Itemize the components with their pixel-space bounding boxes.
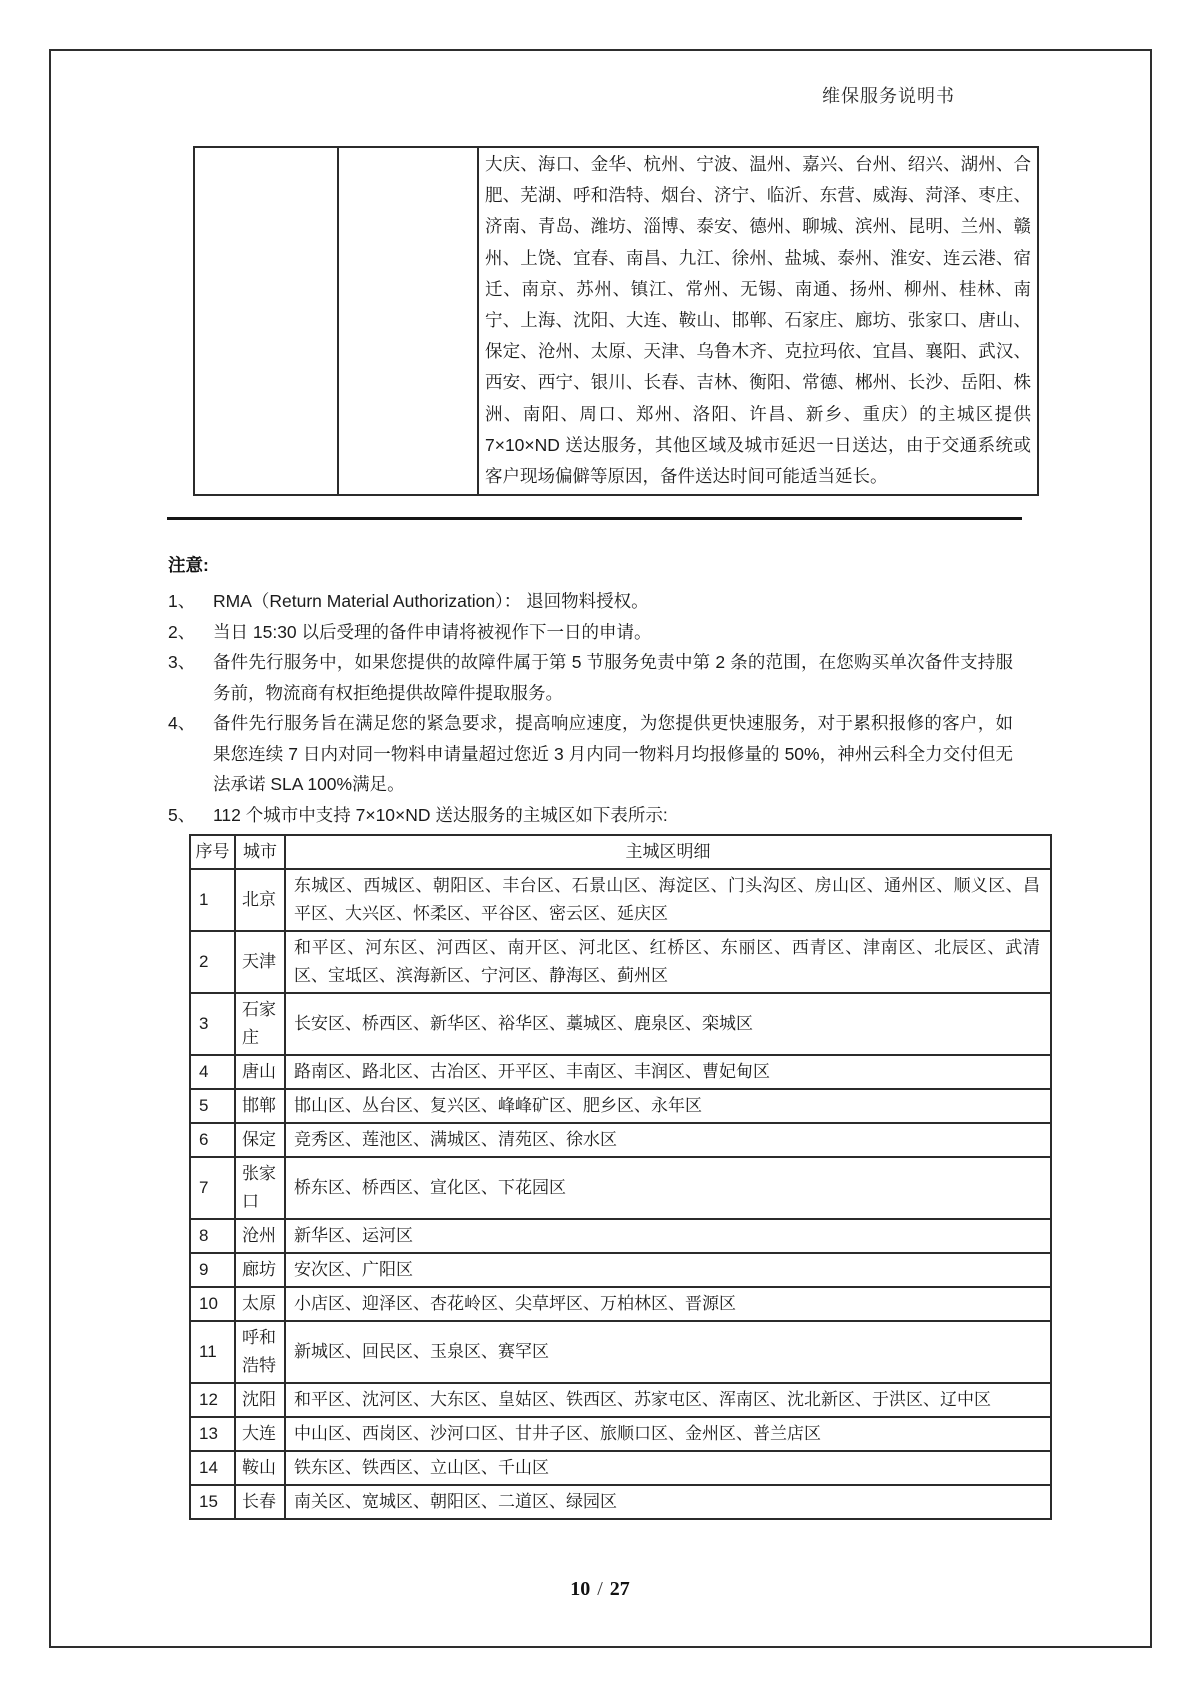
row-city-cell: 石家庄 [235,993,285,1055]
col-header-city: 城市 [235,835,285,869]
row-city-cell: 廊坊 [235,1253,285,1287]
row-city-cell: 鞍山 [235,1451,285,1485]
table-row [190,1253,1051,1287]
row-districts-cell: 邯山区、丛台区、复兴区、峰峰矿区、肥乡区、永年区 [285,1089,1051,1123]
table-row [190,1219,1051,1253]
note-text: RMA（Return Material Authorization）： 退回物料授权。 [213,591,649,612]
row-number-cell: 6 [190,1123,235,1157]
row-number-cell: 4 [190,1055,235,1089]
note-item [168,800,1013,831]
city-table-header [190,835,1051,869]
row-city-cell: 呼和浩特 [235,1321,285,1383]
note-number: 1、 [168,591,196,612]
note-number: 2、 [168,621,196,642]
row-districts-cell: 竞秀区、莲池区、满城区、清苑区、徐水区 [285,1123,1051,1157]
note-item [168,708,1013,800]
row-number-cell: 1 [190,869,235,931]
table-row [190,993,1051,1055]
page-number-separator: / [597,1578,603,1600]
page-number-current: 10 [570,1578,591,1600]
row-number-cell: 12 [190,1383,235,1417]
header-title: 维保服务说明书 [822,86,955,106]
row-districts-cell: 安次区、广阳区 [285,1253,1051,1287]
row-districts-cell: 铁东区、铁西区、立山区、千山区 [285,1451,1051,1485]
note-number: 5、 [168,804,196,825]
table-row [194,147,1038,495]
table-row [190,1089,1051,1123]
note-text: 备件先行服务中，如果您提供的故障件属于第 5 节服务免责中第 2 条的范围，在您购买单次备件支持服务前，物流商有权拒绝提供故障件提取服务。 [213,652,1013,703]
row-number-cell: 9 [190,1253,235,1287]
note-number: 4、 [168,713,196,734]
page-number-total: 27 [609,1578,630,1600]
row-city-cell: 沈阳 [235,1383,285,1417]
note-number: 3、 [168,652,196,673]
row-districts-cell: 桥东区、桥西区、宣化区、下花园区 [285,1157,1051,1219]
row-districts-cell: 长安区、桥西区、新华区、裕华区、藁城区、鹿泉区、栾城区 [285,993,1051,1055]
row-city-cell: 沧州 [235,1219,285,1253]
empty-cell [338,147,478,495]
note-text: 当日 15:30 以后受理的备件申请将被视作下一日的申请。 [213,621,652,642]
table-row [190,869,1051,931]
row-number-cell: 15 [190,1485,235,1519]
page-number [0,1578,1200,1601]
row-number-cell: 10 [190,1287,235,1321]
row-city-cell: 邯郸 [235,1089,285,1123]
row-districts-cell: 和平区、沈河区、大东区、皇姑区、铁西区、苏家屯区、浑南区、沈北新区、于洪区、辽中区 [285,1383,1051,1417]
row-number-cell: 3 [190,993,235,1055]
row-districts-cell: 中山区、西岗区、沙河口区、甘井子区、旅顺口区、金州区、普兰店区 [285,1417,1051,1451]
col-header-index: 序号 [190,835,235,869]
table-row [190,1287,1051,1321]
row-districts-cell: 小店区、迎泽区、杏花岭区、尖草坪区、万柏林区、晋源区 [285,1287,1051,1321]
row-districts-cell: 新华区、运河区 [285,1219,1051,1253]
note-text: 备件先行服务旨在满足您的紧急要求，提高响应速度，为您提供更快速服务，对于累积报修的客户，如果您连续 7 日内对同一物料申请量超过您近 3 月内同一物料月均报修量的 50%，神州云科全力交付但无法承诺 SLA 100%满足。 [213,713,1013,795]
header-row [190,835,1051,869]
row-city-cell: 唐山 [235,1055,285,1089]
delivery-coverage-table [193,146,1039,496]
section-divider-rule [167,517,1022,520]
row-number-cell: 2 [190,931,235,993]
row-city-cell: 天津 [235,931,285,993]
table-row [190,1157,1051,1219]
table-row [190,1123,1051,1157]
city-table-body [190,869,1051,1519]
table-row [190,931,1051,993]
row-city-cell: 大连 [235,1417,285,1451]
note-item [168,586,1013,617]
row-districts-cell: 东城区、西城区、朝阳区、丰台区、石景山区、海淀区、门头沟区、房山区、通州区、顺义区、昌平区、大兴区、怀柔区、平谷区、密云区、延庆区 [285,869,1051,931]
row-city-cell: 太原 [235,1287,285,1321]
row-number-cell: 14 [190,1451,235,1485]
row-number-cell: 13 [190,1417,235,1451]
row-districts-cell: 新城区、回民区、玉泉区、赛罕区 [285,1321,1051,1383]
row-city-cell: 长春 [235,1485,285,1519]
notes-list [168,586,1013,830]
table-row [190,1055,1051,1089]
table-row [190,1383,1051,1417]
table-row [190,1451,1051,1485]
table-row [190,1485,1051,1519]
row-number-cell: 8 [190,1219,235,1253]
table-row [190,1321,1051,1383]
city-districts-table [189,834,1052,1520]
empty-cell [194,147,338,495]
row-districts-cell: 和平区、河东区、河西区、南开区、河北区、红桥区、东丽区、西青区、津南区、北辰区、武清区、宝坻区、滨海新区、宁河区、静海区、蓟州区 [285,931,1051,993]
row-city-cell: 张家口 [235,1157,285,1219]
col-header-districts: 主城区明细 [285,835,1051,869]
row-districts-cell: 南关区、宽城区、朝阳区、二道区、绿园区 [285,1485,1051,1519]
row-number-cell: 7 [190,1157,235,1219]
note-item [168,647,1013,708]
row-number-cell: 5 [190,1089,235,1123]
table-row [190,1417,1051,1451]
row-districts-cell: 路南区、路北区、古冶区、开平区、丰南区、丰润区、曹妃甸区 [285,1055,1051,1089]
note-item [168,617,1013,648]
notes-heading: 注意: [168,555,209,576]
note-text: 112 个城市中支持 7×10×ND 送达服务的主城区如下表所示: [213,804,668,825]
city-coverage-text: 大庆、海口、金华、杭州、宁波、温州、嘉兴、台州、绍兴、湖州、合肥、芜湖、呼和浩特、烟台、济宁、临沂、东营、威海、菏泽、枣庄、济南、青岛、潍坊、淄博、泰安、德州、聊城、滨州、昆明、兰州、赣州、上饶、宜春、南昌、九江、徐州、盐城、泰州、淮安、连云港、宿迁、南京、苏州、镇江、常州、无锡、南通、扬州、柳州、桂林、南宁、上海、沈阳、大连、鞍山、邯郸、石家庄、廊坊、张家口、唐山、保定、沧州、太原、天津、乌鲁木齐、克拉玛依、宜昌、襄阳、武汉、西安、西宁、银川、长春、吉林、衡阳、常德、郴州、长沙、岳阳、株洲、南阳、周口、郑州、洛阳、许昌、新乡、重庆）的主城区提供 7×10×ND 送达服务，其他区域及城市延迟一日送达，由于交通系统或客户现场偏僻等原因，备件送达时间可能适当延长。 [478,147,1038,495]
row-city-cell: 北京 [235,869,285,931]
row-city-cell: 保定 [235,1123,285,1157]
row-number-cell: 11 [190,1321,235,1383]
